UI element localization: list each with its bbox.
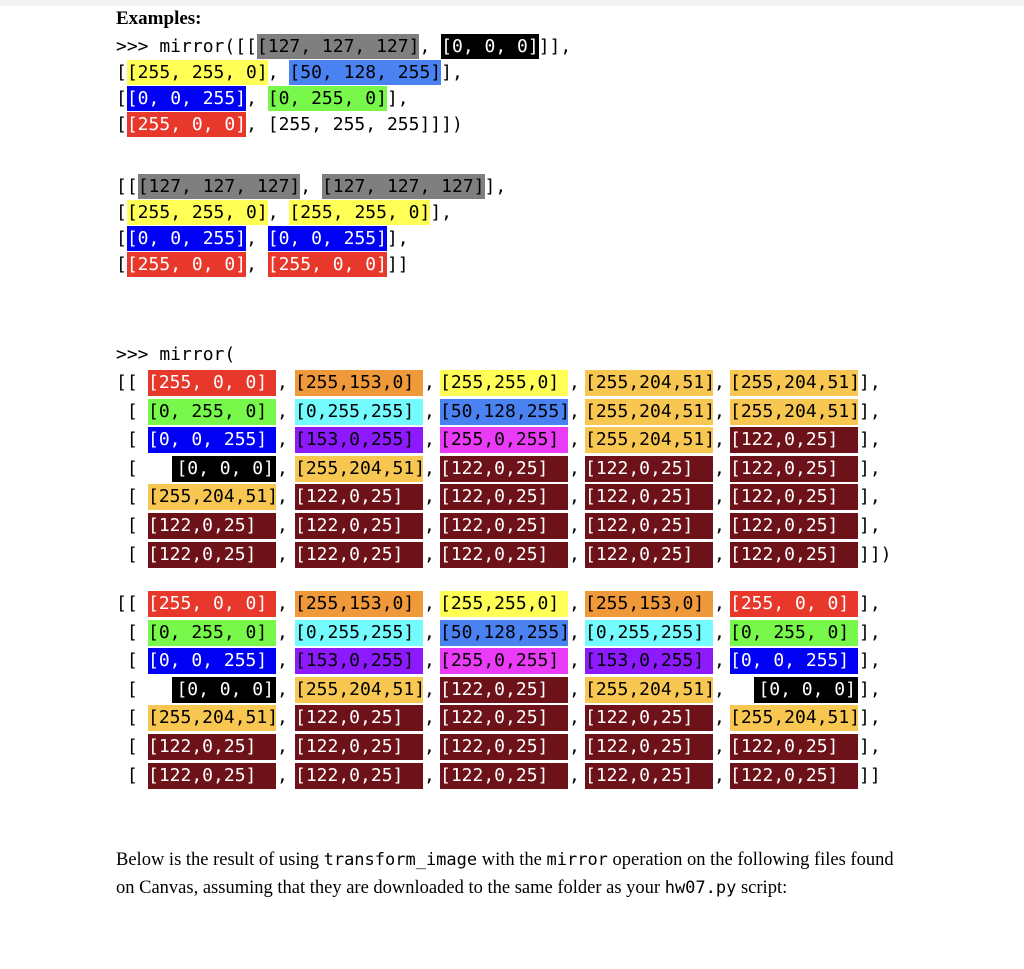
pixel-cell: [255,204,51] [730, 370, 858, 396]
pixel-value: [255, 0, 0] [267, 254, 387, 275]
code-line [116, 200, 506, 226]
pixel-cell: [0,255,255] [585, 620, 713, 646]
pixel-cell: [122,0,25] [730, 456, 858, 482]
grid-row [116, 647, 896, 676]
comma: , [569, 621, 580, 643]
pixel-cell: [122,0,25] [585, 734, 713, 760]
code-text: [ [116, 228, 127, 249]
row-open-bracket: [[ [116, 593, 138, 614]
text: Below is the result of using [116, 850, 324, 870]
text: script: [736, 878, 788, 898]
pixel-cell: [122,0,25] [585, 705, 713, 731]
row-close-bracket: ], [859, 457, 881, 479]
pixel-cell: [255,204,51] [585, 399, 713, 425]
code-text: [ [116, 114, 127, 135]
comma: , [714, 400, 725, 422]
comma: , [714, 621, 725, 643]
pixel-cell: [0, 0, 0] [172, 677, 276, 703]
grid-row [116, 590, 896, 619]
row-close-bracket: ], [859, 735, 881, 757]
comma: , [424, 372, 435, 393]
code-text: , [246, 88, 268, 109]
row-close-bracket: ], [859, 707, 881, 729]
pixel-cell: [122,0,25] [295, 542, 423, 568]
code-text: ], [430, 202, 452, 223]
pixel-cell: [122,0,25] [440, 677, 568, 703]
comma: , [714, 650, 725, 672]
code-line [116, 226, 506, 252]
comma: , [714, 429, 725, 451]
grid-row [116, 426, 896, 455]
code-text: , [300, 176, 322, 197]
pixel-value: [255, 0, 0] [126, 254, 247, 275]
pixel-cell: [255, 0, 0] [148, 370, 276, 396]
pixel-value: [50, 128, 255] [289, 62, 442, 83]
comma: , [569, 457, 580, 479]
code-line [116, 112, 571, 138]
comma: , [714, 486, 725, 508]
code-text: ], [386, 228, 409, 249]
pixel-cell: [122,0,25] [148, 734, 276, 760]
comma: , [424, 764, 435, 786]
pixel-cell: [122,0,25] [440, 763, 568, 789]
pixel-value: [0, 0, 255] [267, 228, 387, 249]
row-open-bracket: [ [116, 678, 138, 700]
code-text: [ [116, 62, 127, 83]
comma: , [277, 650, 288, 672]
pixel-cell: [122,0,25] [148, 763, 276, 789]
pixel-cell: [122,0,25] [585, 456, 713, 482]
pixel-cell: [122,0,25] [295, 763, 423, 789]
text: with the [477, 850, 547, 870]
pixel-cell: [255,153,0] [295, 370, 423, 396]
comma: , [569, 707, 580, 729]
code-line [116, 60, 571, 86]
comma: , [714, 457, 725, 479]
pixel-cell: [255,255,0] [440, 370, 568, 396]
comma: , [569, 429, 580, 451]
comma: , [277, 543, 288, 565]
code-line [116, 252, 506, 278]
comma: , [569, 543, 580, 565]
row-open-bracket: [ [116, 429, 138, 451]
code-text: ]], [538, 36, 572, 57]
row-close-bracket: ], [859, 400, 881, 422]
pixel-cell: [122,0,25] [730, 734, 858, 760]
comma: , [277, 621, 288, 643]
pixel-cell: [0, 0, 255] [148, 648, 276, 674]
pixel-cell: [255,204,51] [585, 370, 713, 396]
pixel-cell: [50,128,255] [440, 399, 568, 425]
pixel-cell: [255,0,255] [440, 427, 568, 453]
pixel-cell: [255,204,51] [295, 456, 423, 482]
row-open-bracket: [ [116, 707, 138, 729]
pixel-value: [0, 0, 255] [126, 228, 247, 249]
comma: , [277, 593, 288, 614]
comma: , [714, 593, 725, 614]
grid-row [116, 619, 896, 648]
pixel-cell: [0, 0, 255] [148, 427, 276, 453]
pixel-cell: [255,204,51] [730, 399, 858, 425]
code-line [116, 86, 571, 112]
comma: , [569, 764, 580, 786]
pixel-cell: [0, 255, 0] [730, 620, 858, 646]
grid-row [116, 541, 896, 570]
pixel-cell: [122,0,25] [730, 484, 858, 510]
row-close-bracket: ], [859, 372, 881, 393]
pixel-cell: [255, 0, 0] [148, 591, 276, 617]
pixel-cell: [255,204,51] [295, 677, 423, 703]
pixel-cell: [0, 0, 0] [754, 677, 858, 703]
pixel-cell: [122,0,25] [730, 542, 858, 568]
comma: , [714, 764, 725, 786]
grid-row [116, 483, 896, 512]
comma: , [714, 543, 725, 565]
pixel-cell: [122,0,25] [440, 542, 568, 568]
text: operation on the following files found on Canvas, assuming that they are downloaded to the same folder as your [116, 850, 894, 898]
pixel-cell: [0, 255, 0] [148, 620, 276, 646]
comma: , [424, 735, 435, 757]
pixel-cell: [255,204,51] [148, 484, 276, 510]
code-hw07: hw07.py [664, 878, 737, 898]
pixel-cell: [122,0,25] [440, 484, 568, 510]
comma: , [714, 514, 725, 536]
pixel-cell: [153,0,255] [295, 648, 423, 674]
pixel-value: [255, 0, 0] [126, 114, 247, 135]
comma: , [424, 707, 435, 729]
row-open-bracket: [ [116, 486, 138, 508]
pixel-cell: [122,0,25] [295, 734, 423, 760]
comma: , [714, 735, 725, 757]
pixel-cell: [122,0,25] [440, 513, 568, 539]
pixel-cell: [50,128,255] [440, 620, 568, 646]
row-close-bracket: ]] [859, 764, 881, 786]
row-close-bracket: ]]) [859, 543, 892, 565]
row-open-bracket: [ [116, 457, 138, 479]
pixel-cell: [122,0,25] [585, 542, 713, 568]
grid-row [116, 762, 896, 791]
pixel-value: [127, 127, 127] [321, 176, 485, 197]
comma: , [424, 543, 435, 565]
row-open-bracket: [ [116, 543, 138, 565]
comma: , [424, 650, 435, 672]
pixel-cell: [255,204,51] [585, 427, 713, 453]
pixel-cell: [0,255,255] [295, 399, 423, 425]
pixel-value: [255, 255, 0] [126, 202, 268, 223]
row-close-bracket: ], [859, 593, 881, 614]
pixel-cell: [122,0,25] [440, 734, 568, 760]
row-close-bracket: ], [859, 429, 881, 451]
comma: , [569, 372, 580, 393]
pixel-cell: [255,204,51] [730, 705, 858, 731]
grid-row [116, 704, 896, 733]
pixel-cell: [255,255,0] [440, 591, 568, 617]
pixel-cell: [0, 0, 255] [730, 648, 858, 674]
example2-input [116, 369, 896, 569]
comma: , [277, 486, 288, 508]
row-open-bracket: [ [116, 400, 138, 422]
pixel-cell: [122,0,25] [148, 542, 276, 568]
row-close-bracket: ], [859, 486, 881, 508]
comma: , [569, 593, 580, 614]
comma: , [277, 735, 288, 757]
row-close-bracket: ], [859, 678, 881, 700]
pixel-cell: [0, 0, 0] [172, 456, 276, 482]
grid-row [116, 398, 896, 427]
pixel-value: [255, 255, 0] [126, 62, 268, 83]
examples-heading: Examples: [116, 8, 202, 29]
grid-row [116, 512, 896, 541]
pixel-cell: [122,0,25] [295, 705, 423, 731]
mirror-call-line: >>> mirror( [116, 344, 236, 365]
description-paragraph [116, 846, 906, 902]
comma: , [424, 593, 435, 614]
code-mirror: mirror [546, 850, 608, 870]
pixel-value: [127, 127, 127] [256, 36, 420, 57]
pixel-cell: [122,0,25] [295, 484, 423, 510]
pixel-value: [255, 255, 0] [289, 202, 431, 223]
comma: , [714, 707, 725, 729]
code-text: , [419, 36, 442, 57]
pixel-cell: [122,0,25] [730, 763, 858, 789]
comma: , [277, 429, 288, 451]
code-line [116, 34, 571, 60]
code-text: [[ [116, 176, 138, 197]
code-text: [ [116, 88, 127, 109]
comma: , [569, 486, 580, 508]
code-text: >>> mirror([[ [116, 36, 257, 57]
comma: , [714, 678, 725, 700]
comma: , [277, 372, 288, 393]
code-transform-image: transform_image [323, 850, 478, 870]
pixel-cell: [255,204,51] [585, 677, 713, 703]
comma: , [424, 514, 435, 536]
pixel-cell: [255, 0, 0] [730, 591, 858, 617]
pixel-value: [0, 0, 255] [126, 88, 247, 109]
comma: , [277, 400, 288, 422]
pixel-cell: [122,0,25] [585, 763, 713, 789]
comma: , [714, 372, 725, 393]
pixel-cell: [255,153,0] [295, 591, 423, 617]
pixel-value: [0, 255, 0] [267, 88, 387, 109]
comma: , [569, 678, 580, 700]
comma: , [569, 735, 580, 757]
pixel-cell: [255,204,51] [148, 705, 276, 731]
example1-input [116, 34, 571, 138]
pixel-cell: [0,255,255] [295, 620, 423, 646]
code-text: , [246, 228, 268, 249]
pixel-cell: [122,0,25] [585, 513, 713, 539]
row-open-bracket: [ [116, 650, 138, 672]
row-close-bracket: ], [859, 650, 881, 672]
comma: , [424, 621, 435, 643]
comma: , [277, 678, 288, 700]
example2-output [116, 590, 896, 790]
code-text: , [267, 202, 290, 223]
pixel-cell: [122,0,25] [440, 705, 568, 731]
pixel-cell: [255,0,255] [440, 648, 568, 674]
pixel-cell: [153,0,255] [585, 648, 713, 674]
comma: , [277, 514, 288, 536]
row-open-bracket: [ [116, 735, 138, 757]
comma: , [569, 650, 580, 672]
example1-output [116, 174, 506, 278]
code-text: , [246, 254, 268, 275]
code-text: ]] [386, 254, 409, 275]
comma: , [424, 429, 435, 451]
pixel-cell: [122,0,25] [148, 513, 276, 539]
pixel-cell: [122,0,25] [440, 456, 568, 482]
pixel-cell: [122,0,25] [730, 427, 858, 453]
pixel-cell: [122,0,25] [295, 513, 423, 539]
pixel-cell: [122,0,25] [730, 513, 858, 539]
pixel-cell: [0, 255, 0] [148, 399, 276, 425]
pixel-value: [127, 127, 127] [137, 176, 301, 197]
grid-row [116, 369, 896, 398]
row-close-bracket: ], [859, 621, 881, 643]
row-open-bracket: [[ [116, 372, 138, 393]
row-open-bracket: [ [116, 621, 138, 643]
code-text: [ [116, 202, 127, 223]
grid-row [116, 733, 896, 762]
comma: , [424, 678, 435, 700]
code-text: ], [484, 176, 507, 197]
comma: , [277, 457, 288, 479]
comma: , [569, 400, 580, 422]
top-bar [0, 0, 1024, 6]
code-text: , [267, 62, 290, 83]
code-text: ], [441, 62, 463, 83]
code-text: [ [116, 254, 127, 275]
pixel-value: [0, 0, 0] [441, 36, 539, 57]
row-open-bracket: [ [116, 764, 138, 786]
row-close-bracket: ], [859, 514, 881, 536]
comma: , [424, 486, 435, 508]
comma: , [569, 514, 580, 536]
comma: , [424, 457, 435, 479]
code-text: , [255, 255, 255]]]) [246, 114, 463, 135]
grid-row [116, 455, 896, 484]
comma: , [424, 400, 435, 422]
grid-row [116, 676, 896, 705]
row-open-bracket: [ [116, 514, 138, 536]
pixel-cell: [122,0,25] [585, 484, 713, 510]
example2-call [116, 342, 235, 368]
code-text: ], [386, 88, 409, 109]
pixel-cell: [255,153,0] [585, 591, 713, 617]
comma: , [277, 764, 288, 786]
pixel-cell: [153,0,255] [295, 427, 423, 453]
comma: , [277, 707, 288, 729]
code-line [116, 174, 506, 200]
